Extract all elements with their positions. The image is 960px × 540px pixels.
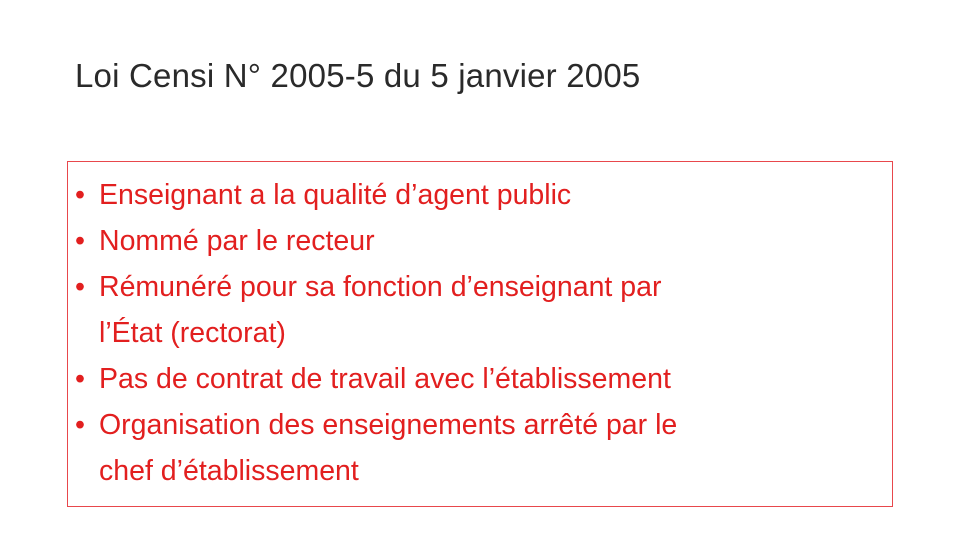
bullet-dot: • [75,409,85,441]
bullet-line: Rémunéré pour sa fonction d’enseignant par [99,271,662,303]
slide-title: Loi Censi N° 2005-5 du 5 janvier 2005 [75,57,641,94]
bullet-line: l’État (rectorat) [99,317,286,349]
bullet-line: chef d’établissement [99,455,359,487]
bullet-list [75,172,887,494]
bullet-dot: • [75,225,85,257]
bullet-dot: • [75,179,85,211]
content-box [67,161,893,507]
bullet-item [75,356,887,402]
bullet-dot: • [75,271,85,303]
bullet-line: Organisation des enseignements arrêté par le [99,409,678,441]
bullet-line: Pas de contrat de travail avec l’établissement [99,363,671,395]
bullet-line: Enseignant a la qualité d’agent public [99,179,572,211]
bullet-item [75,172,887,218]
bullet-item [75,402,887,494]
bullet-item [75,264,887,356]
bullet-dot: • [75,363,85,395]
bullet-line: Nommé par le recteur [99,225,375,257]
bullet-item [75,218,887,264]
